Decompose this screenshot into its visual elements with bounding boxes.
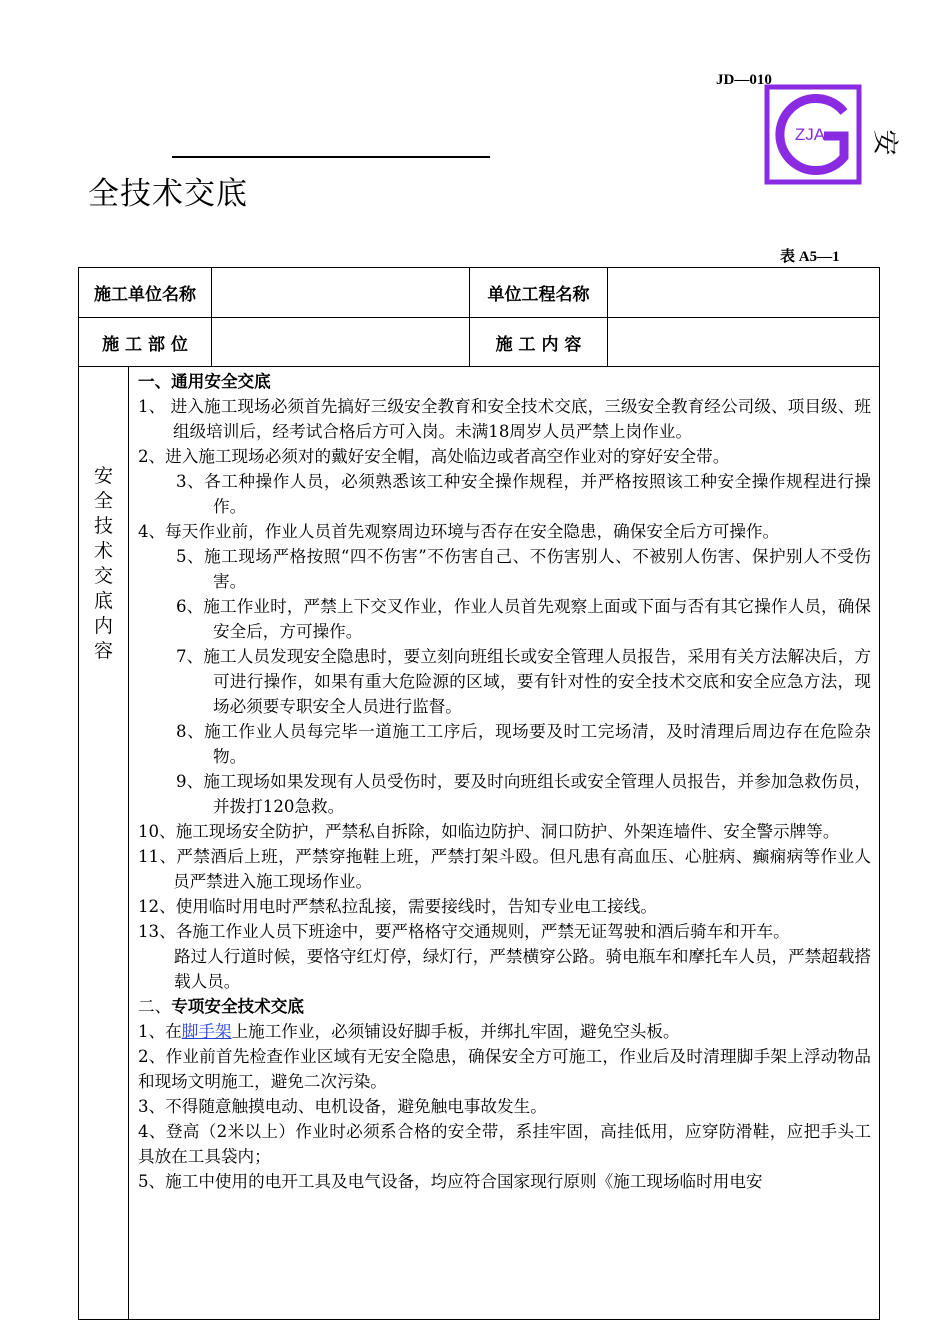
side-label-char: 交	[93, 565, 113, 587]
list-item: 6、施工作业时，严禁上下交叉作业，作业人员首先观察上面或下面与否有其它操作人员，确保安全后，方可操作。	[176, 597, 871, 641]
side-label-char: 技	[93, 515, 113, 537]
side-label-char: 术	[93, 540, 113, 562]
page-title: 全技术交底	[88, 176, 248, 212]
side-label-char: 全	[93, 490, 113, 512]
title-underline	[172, 156, 490, 158]
project-name-label: 单位工程名称	[470, 268, 608, 318]
list-item: 9、施工现场如果发现有人员受伤时，要及时向班组长或安全管理人员报告，并参加急救伤员，并拨打120急救。	[176, 772, 871, 816]
project-name-field[interactable]	[608, 268, 880, 318]
document-code: JD—010	[716, 72, 772, 86]
logo-text: ZJA	[794, 125, 826, 144]
unit-name-field[interactable]	[212, 268, 470, 318]
list-item: 5、施工中使用的电开工具及电气设备，均应符合国家现行原则《施工现场临时用电安	[138, 1172, 763, 1191]
side-label-char: 容	[93, 640, 113, 662]
list-item: 4、登高（2米以上）作业时必须系合格的安全带，系挂牢固，高挂低用，应穿防滑鞋，应把手头工具放在工具袋内；	[138, 1122, 871, 1166]
side-label-char: 安	[93, 465, 113, 487]
title-fragment: 安	[869, 129, 900, 156]
section-title	[138, 994, 871, 1019]
section-title: 一、通用安全交底	[138, 371, 271, 391]
section-title-text: 专项安全技术交底	[171, 996, 304, 1016]
safety-content-side-label	[79, 367, 129, 1320]
section-number: 二、	[138, 997, 172, 1016]
side-label-char: 底	[93, 590, 113, 612]
scaffold-link[interactable]: 脚手架	[181, 1022, 232, 1041]
list-item: 3、不得随意触摸电动、电机设备，避免触电事故发生。	[138, 1097, 547, 1116]
list-item: 8、施工作业人员每完毕一道施工工序后，现场要及时工完场清，及时清理后周边存在危险杂物。	[176, 722, 871, 766]
disclosure-form	[78, 267, 880, 1320]
side-label-char: 内	[93, 615, 113, 637]
list-item: 3、各工种操作人员，必须熟悉该工种安全操作规程，并严格按照该工种安全操作规程进行操作。	[176, 472, 871, 516]
list-item: 7、施工人员发现安全隐患时，要立刻向班组长或安全管理人员报告，采用有关方法解决后，方可进行操作，如果有重大危险源的区域，要有针对性的安全技术交底和安全应急方法，现场必须要专职安全人员进行监督。	[176, 647, 871, 716]
work-content-label: 施 工 内 容	[470, 318, 608, 367]
work-position-field[interactable]	[212, 318, 470, 367]
safety-content-body	[129, 367, 880, 1320]
work-position-label: 施 工 部 位	[79, 318, 212, 367]
list-item: 5、施工现场严格按照“四不伤害”不伤害自己、不伤害别人、不被别人伤害、保护别人不受伤害。	[176, 547, 871, 591]
form-number: 表 A5—1	[780, 249, 840, 265]
list-item: 1、 进入施工现场必须首先搞好三级安全教育和安全技术交底，三级安全教育经公司级、项目级、班组级培训后，经考试合格后方可入岗。未满18周岁人员严禁上岗作业。	[138, 397, 871, 441]
list-item: 2、进入施工现场必须对的戴好安全帽，高处临边或者高空作业对的穿好安全带。	[138, 447, 730, 466]
unit-name-label: 施工单位名称	[79, 268, 212, 318]
company-logo	[764, 84, 862, 185]
list-item: 13、各施工作业人员下班途中，要严格格守交通规则，严禁无证驾驶和酒后骑车和开车。	[138, 922, 790, 941]
list-item: 4、每天作业前，作业人员首先观察周边环境与否存在安全隐患，确保安全后方可操作。	[138, 522, 780, 541]
item-prefix: 1、在	[138, 1022, 182, 1041]
list-item	[138, 1019, 871, 1044]
item-suffix: 上施工作业，必须铺设好脚手板，并绑扎牢固，避免空头板。	[231, 1022, 680, 1041]
list-item: 11、严禁酒后上班，严禁穿拖鞋上班，严禁打架斗殴。但凡患有高血压、心脏病、癫痫病等作业人员严禁进入施工现场作业。	[138, 847, 871, 891]
list-item: 12、使用临时用电时严禁私拉乱接，需要接线时，告知专业电工接线。	[138, 897, 657, 916]
list-item: 2、作业前首先检查作业区域有无安全隐患，确保安全方可施工，作业后及时清理脚手架上浮动物品和现场文明施工，避免二次污染。	[138, 1047, 871, 1091]
list-item-continuation: 路过人行道时候，要恪守红灯停，绿灯行，严禁横穿公路。骑电瓶车和摩托车人员，严禁超载搭载人员。	[174, 947, 871, 991]
work-content-field[interactable]	[608, 318, 880, 367]
list-item: 10、施工现场安全防护，严禁私自拆除，如临边防护、洞口防护、外架连墙件、安全警示牌等。	[138, 822, 840, 841]
